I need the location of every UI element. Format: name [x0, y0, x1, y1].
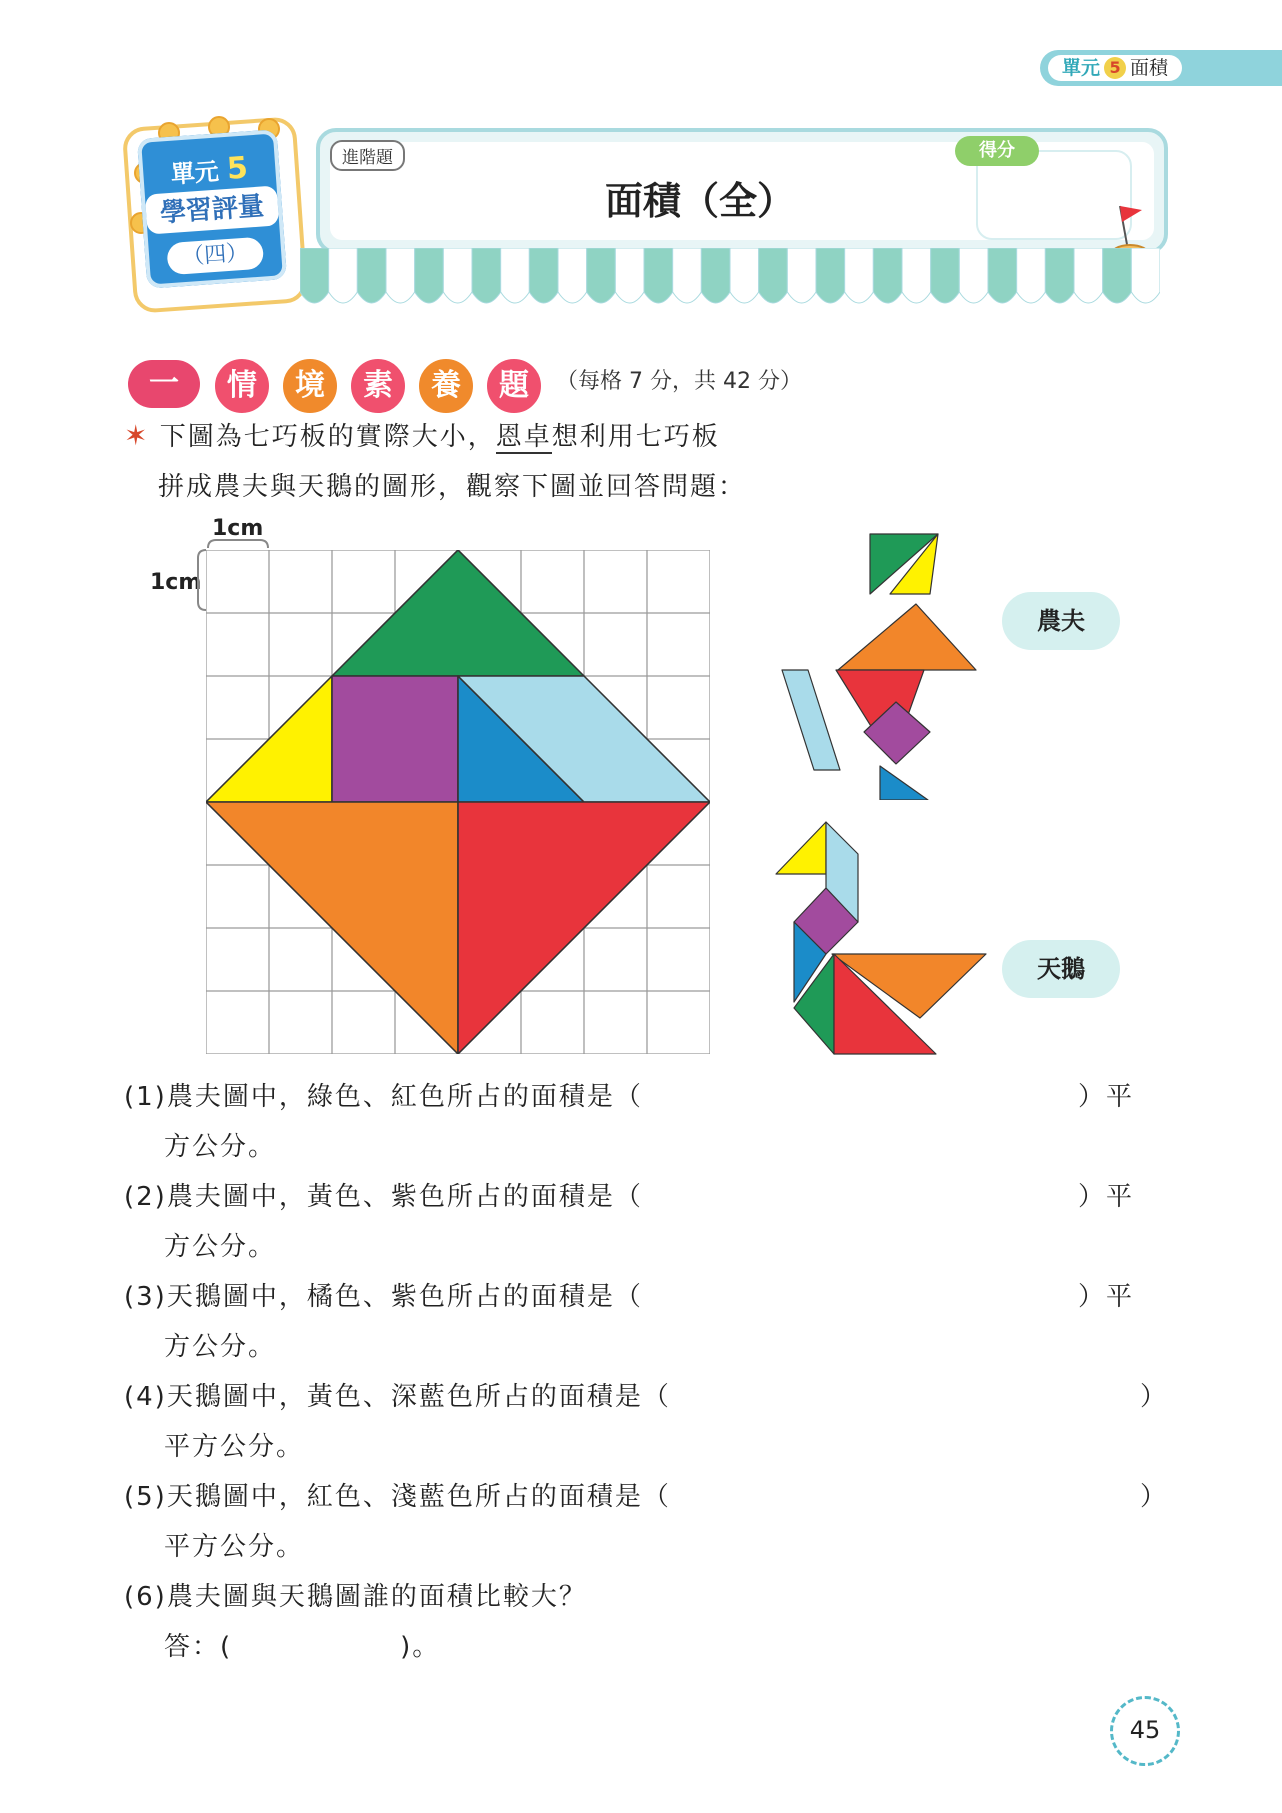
unit-pill: [1048, 55, 1182, 81]
intro-text: 下圖為七巧板的實際大小，: [159, 422, 496, 452]
awning-scallop: [816, 248, 845, 303]
page-number: 45: [1110, 1696, 1180, 1766]
question-line: [124, 1276, 643, 1313]
question-text: 天鵝圖中，橘色、紫色所占的面積是（: [166, 1282, 643, 1312]
farmer-blue: [880, 766, 928, 800]
awning-scallop: [931, 248, 960, 303]
farmer-lightblue: [782, 670, 840, 770]
swan-label: 天鵝: [1002, 940, 1120, 998]
answer-blank-close[interactable]: ）: [1140, 1382, 1169, 1412]
awning-scallop: [644, 248, 673, 303]
question-text: 天鵝圖中，黃色、深藍色所占的面積是（: [166, 1382, 671, 1412]
awning-scallop: [845, 248, 874, 303]
awning-scallop: [1074, 248, 1103, 303]
section-number: 一: [128, 360, 200, 408]
awning-scallop: [959, 248, 988, 303]
section-char: 素: [348, 356, 408, 416]
awning-scallop: [988, 248, 1017, 303]
awning-scallop: [759, 248, 788, 303]
awning-decoration: [300, 248, 1160, 314]
purple-square: [332, 676, 458, 802]
awning-scallop: [472, 248, 501, 303]
question-number: (5): [124, 1482, 167, 1512]
answer-line[interactable]: 答：( )。: [164, 1632, 441, 1662]
question-text: 農夫圖中，黃色、紫色所占的面積是（: [166, 1182, 643, 1212]
awning-scallop: [701, 248, 730, 303]
answer-blank-close[interactable]: ）平: [1078, 1182, 1135, 1212]
awning-scallop: [1017, 248, 1046, 303]
question-text: 農夫圖與天鵝圖誰的面積比較大？: [166, 1582, 587, 1612]
question-line: [124, 1076, 643, 1113]
question-line: [124, 1176, 643, 1213]
swan-yellow: [776, 822, 826, 874]
advanced-tag: 進階題: [330, 140, 405, 171]
section-char: 養: [416, 356, 476, 416]
question-number: (4): [124, 1382, 167, 1412]
tangram-grid: [206, 550, 710, 1054]
awning-scallop: [1131, 248, 1160, 303]
awning-scallop: [1045, 248, 1074, 303]
awning-scallop: [357, 248, 386, 303]
section-char: 境: [280, 356, 340, 416]
badge-unit-number: 5: [225, 150, 250, 187]
question-number: (6): [124, 1582, 167, 1612]
question-number: (3): [124, 1282, 167, 1312]
question-line: [124, 1376, 671, 1413]
awning-scallop: [501, 248, 530, 303]
page-title: 面積（全）: [604, 179, 795, 223]
awning-scallop: [730, 248, 759, 303]
awning-scallop: [787, 248, 816, 303]
badge-unit-text: 單元: [169, 157, 220, 189]
answer-blank-close[interactable]: ）平: [1078, 1282, 1135, 1312]
question-number: (1): [124, 1082, 167, 1112]
score-label: 得分: [955, 136, 1039, 166]
unit-badge: [128, 122, 308, 302]
section-char: 情: [212, 356, 272, 416]
section-score-note: （每格 7 分，共 42 分）: [556, 369, 802, 394]
awning-scallop: [615, 248, 644, 303]
intro-text: 想利用七巧板: [551, 422, 720, 452]
awning-scallop: [300, 248, 329, 303]
awning-scallop: [1103, 248, 1132, 303]
farmer-figure: [778, 530, 998, 800]
awning-scallop: [873, 248, 902, 303]
awning-scallop: [415, 248, 444, 303]
unit-label-side: 1cm: [150, 570, 202, 595]
question-number: (2): [124, 1182, 167, 1212]
badge-title: 學習評量: [145, 185, 279, 234]
intro-name: 恩卓: [495, 422, 552, 452]
question-text: 農夫圖中，綠色、紅色所占的面積是（: [166, 1082, 643, 1112]
farmer-orange: [838, 604, 976, 670]
awning-scallop: [529, 248, 558, 303]
awning-scallop: [386, 248, 415, 303]
unit-prefix: 單元: [1062, 57, 1101, 79]
awning-scallop: [587, 248, 616, 303]
intro-line-2: 拼成農夫與天鵝的圖形，觀察下圖並回答問題：: [158, 472, 747, 502]
section-char: 題: [484, 356, 544, 416]
question-line: [124, 1476, 671, 1513]
question-line: [124, 1576, 587, 1613]
question-unit: 方公分。: [164, 1232, 277, 1262]
badge-part: （四）: [166, 237, 264, 276]
star-icon: ✶: [124, 419, 150, 452]
question-unit: 平方公分。: [164, 1532, 305, 1562]
awning-scallop: [558, 248, 587, 303]
awning-scallop: [673, 248, 702, 303]
unit-tab: [1040, 50, 1282, 86]
answer-blank-close[interactable]: ）: [1140, 1482, 1169, 1512]
question-unit: 平方公分。: [164, 1432, 305, 1462]
unit-label-top: 1cm: [212, 516, 264, 541]
awning-scallop: [329, 248, 358, 303]
question-unit: 方公分。: [164, 1132, 277, 1162]
awning-scallop: [902, 248, 931, 303]
awning-scallop: [443, 248, 472, 303]
unit-number: 5: [1104, 57, 1126, 79]
answer-blank-close[interactable]: ）平: [1078, 1082, 1135, 1112]
farmer-label: 農夫: [1002, 592, 1120, 650]
intro-line-1: [124, 416, 720, 453]
swan-figure: [770, 818, 1000, 1058]
question-text: 天鵝圖中，紅色、淺藍色所占的面積是（: [166, 1482, 671, 1512]
unit-topic: 面積: [1130, 57, 1169, 79]
badge-inner: [137, 129, 287, 288]
question-unit: 方公分。: [164, 1332, 277, 1362]
